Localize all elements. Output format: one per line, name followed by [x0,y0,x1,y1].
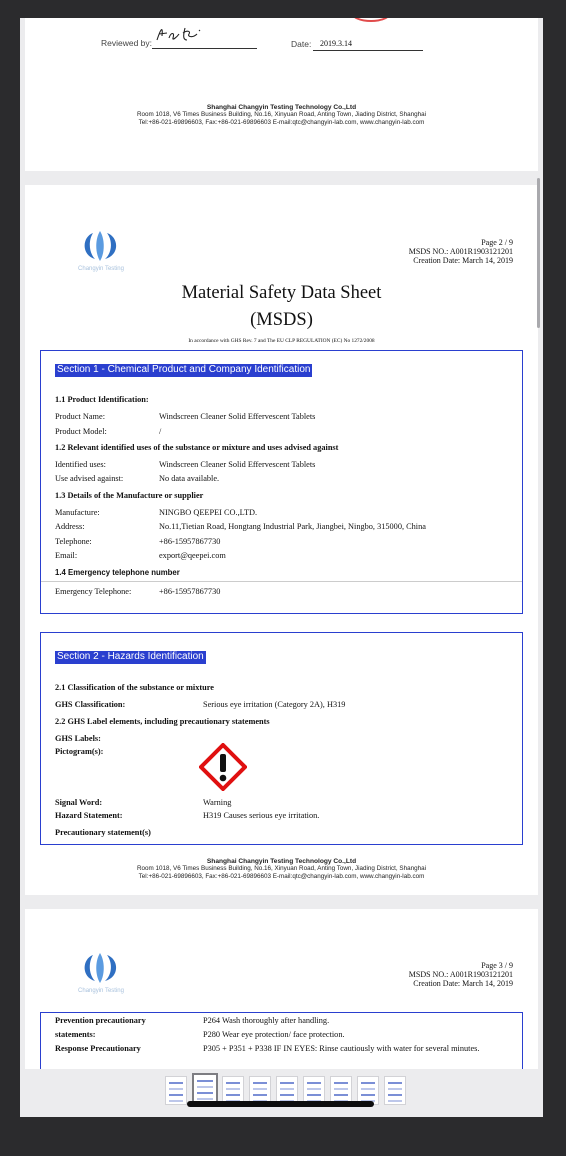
document-title: Material Safety Data Sheet [181,283,382,303]
section-1-title: Section 1 - Chemical Product and Company Identification [57,364,311,375]
date-label: Date: [291,39,312,49]
logo-caption: Changyin Testing [78,266,124,272]
section-1-box [40,350,523,614]
heading-2-2: 2.2 GHS Label elements, including precautionary statements [55,717,270,726]
ghs-classification-label: GHS Classification: [55,700,126,709]
hazard-statement-label: Hazard Statement: [55,811,123,820]
signal-word: Warning [203,798,232,807]
page-number: Page 3 / 9 [481,961,513,970]
document-subtitle: (MSDS) [250,310,313,330]
telephone: +86-15957867730 [159,537,221,546]
page-header-info [409,961,513,989]
footer-contact: Tel:+86-021-69896603, Fax:+86-021-69896603 E-mail:qtc@changyin-lab.com, www.changyin-lab.com [138,872,425,880]
creation-date: Creation Date: March 14, 2019 [413,979,513,989]
reviewed-line [152,48,257,49]
hazard-statement: H319 Causes serious eye irritation. [203,811,320,820]
address-label: Address: [55,522,85,531]
footer-company: Shanghai Changyin Testing Technology Co.,Ltd [206,858,357,865]
page-2 [25,185,538,895]
page-thumbnail[interactable] [384,1076,406,1105]
footer-address: Room 1018, V6 Times Business Building, No.16, Xinyuan Road, Anting Town, Jiading District, Shanghai [136,865,426,873]
heading-1-1: 1.1 Product Identification: [55,395,149,404]
reviewed-by-label: Reviewed by: [101,38,153,48]
manufacture-label: Manufacture: [55,508,100,517]
document-viewer[interactable] [20,18,543,1117]
page-1 [25,18,538,171]
prevention-label: Prevention precautionary [55,1016,146,1025]
msds-number: MSDS NO.: A001R1903121201 [408,247,513,257]
page-header-info [409,238,513,266]
response-label: Response Precautionary [55,1044,141,1053]
signal-word-label: Signal Word: [55,798,103,807]
page-footer [25,104,538,126]
use-advised-label: Use advised against: [55,474,124,483]
exclamation-hazard-icon [199,743,247,791]
changyin-logo-icon [79,951,123,985]
section-2-box [40,632,523,845]
page-thumbnail-strip[interactable] [20,1069,543,1117]
address: No.11,Tietian Road, Hongtang Industrial Park, Jiangbei, Ningbo, 315000, China [159,522,426,531]
regulation-note: In accordance with GHS Rev. 7 and The EU CLP REGULATION (EC) No 1272/2008 [188,338,375,344]
product-name-label: Product Name: [55,412,106,421]
p280-statement: P280 Wear eye protection/ face protection. [203,1030,345,1039]
pictogram-label: Pictogram(s): [55,747,104,756]
telephone-label: Telephone: [55,537,92,546]
emergency-label: Emergency Telephone: [55,587,132,596]
page-number: Page 2 / 9 [481,238,513,247]
page-3 [25,909,538,1069]
product-name: Windscreen Cleaner Solid Effervescent Tablets [159,412,316,421]
footer-company: Shanghai Changyin Testing Technology Co.,Ltd [206,104,357,111]
page-footer [25,858,538,880]
scrollbar[interactable] [537,178,540,328]
footer-address: Room 1018, V6 Times Business Building, No.16, Xinyuan Road, Anting Town, Jiading District, Shanghai [136,111,426,119]
changyin-logo-icon [79,229,123,263]
prevention-label-cont: statements: [55,1030,96,1039]
precautionary-label: Precautionary statement(s) [55,828,151,837]
identified-uses-label: Identified uses: [55,460,106,469]
date-value: 2019.3.14 [320,39,352,48]
home-indicator[interactable] [187,1101,374,1107]
product-model-label: Product Model: [55,427,107,436]
heading-1-2: 1.2 Relevant identified uses of the substance or mixture and uses advised against [55,443,339,452]
heading-2-1: 2.1 Classification of the substance or mixture [55,683,214,692]
creation-date: Creation Date: March 14, 2019 [413,256,513,266]
section-2-title: Section 2 - Hazards Identification [57,651,204,662]
product-model: / [159,427,162,436]
identified-uses: Windscreen Cleaner Solid Effervescent Tablets [159,460,316,469]
p305-statement: P305 + P351 + P338 IF IN EYES: Rinse cautiously with water for several minutes. [203,1044,480,1053]
emergency-divider [41,581,522,582]
logo-caption: Changyin Testing [78,988,124,994]
heading-1-4: 1.4 Emergency telephone number [55,568,180,577]
ghs-labels: GHS Labels: [55,734,101,743]
heading-1-3: 1.3 Details of the Manufacture or supplier [55,491,204,500]
reviewer-signature [153,22,213,46]
page-thumbnail[interactable] [165,1076,187,1105]
msds-number: MSDS NO.: A001R1903121201 [408,970,513,980]
email-label: Email: [55,551,78,560]
company-logo [69,229,133,272]
emergency-telephone: +86-15957867730 [159,587,221,596]
date-line [313,50,423,51]
email: export@qeepei.com [159,551,226,560]
p264-statement: P264 Wash thoroughly after handling. [203,1016,330,1025]
company-logo [69,951,133,994]
footer-contact: Tel:+86-021-69896603, Fax:+86-021-69896603 E-mail:qtc@changyin-lab.com, www.changyin-lab.com [138,118,425,126]
use-advised: No data available. [159,474,220,483]
ghs-classification: Serious eye irritation (Category 2A), H319 [203,700,346,709]
manufacture: NINGBO QEEPEI CO.,LTD. [159,508,258,517]
